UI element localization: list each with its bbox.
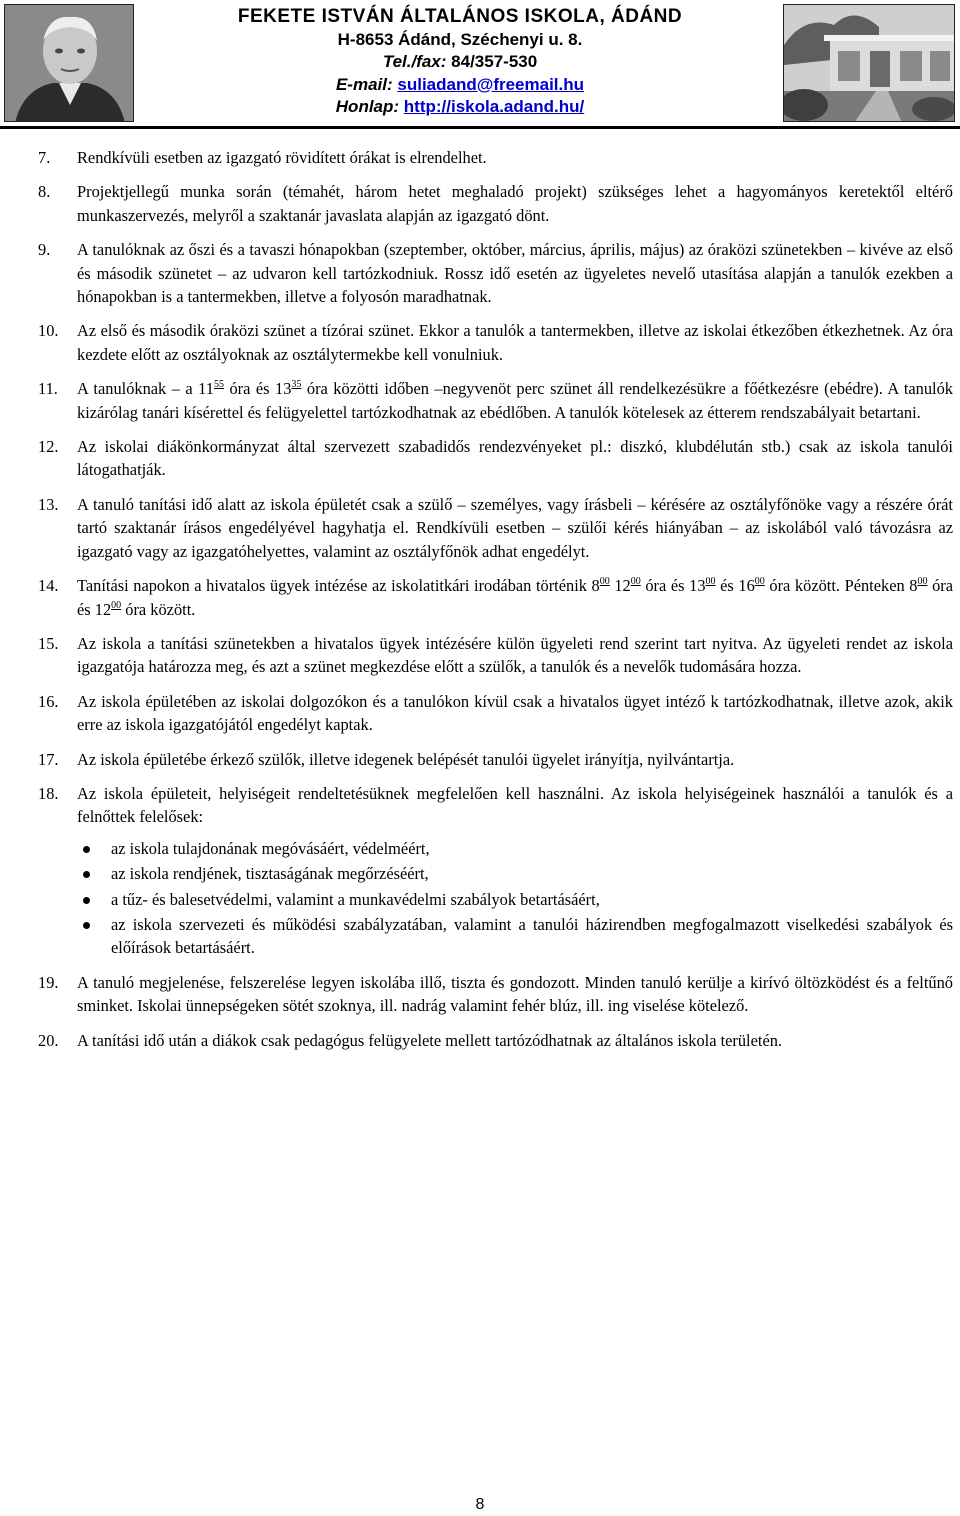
bullet-icon [83,897,90,904]
text-part: óra között. [121,599,196,619]
list-item [38,146,953,169]
list-item [38,782,953,960]
bullet-item [77,888,953,911]
item-text: A tanuló megjelenése, felszerelése legyen iskolába illő, tiszta és gondozott. Minden tanuló kerülje a kirívó öltözködést és a feltűnő sminket. Iskolai ünnepségeken sötét szoknya, ill. nadrág valamint fehér blúz, ill. ing viselése kötelező. [77,972,953,1016]
time-minutes: 00 [754,576,765,588]
responsibility-list [77,837,953,960]
item-number: 17. [38,749,59,769]
time-minutes: 00 [917,576,928,588]
text-part: és 16 [715,576,755,596]
item-number: 9. [38,240,51,260]
time-minutes: 00 [630,576,641,588]
item-text: Az iskola épületében az iskolai dolgozókon és a tanulókon kívül csak a hivatalos ügyet intéző k tartózkodhatnak, illetve azok, akik erre az iskola igazgatójától engedélyt kaptak. [77,691,953,735]
email-link[interactable]: suliadand@freemail.hu [397,74,585,94]
item-text: Az iskolai diákönkormányzat által szervezett szabadidős rendezvényeket pl.: diszkó, klubdélután stb.) csak az iskola tanulói látogathatják. [77,437,953,480]
time-minutes: 00 [705,576,716,588]
list-item [38,574,953,621]
bullet-text: az iskola tulajdonának megóvásáért, védelméért, [111,838,430,858]
list-item [38,690,953,737]
school-building-photo [783,4,955,122]
phone-label: Tel./fax: [382,52,447,71]
bullet-item [77,913,953,960]
school-website [140,96,780,119]
item-number: 14. [38,576,59,596]
bullet-icon [83,922,90,929]
document-body [38,146,953,1063]
time-minutes: 55 [213,379,224,391]
item-text [77,379,953,421]
list-item [38,748,953,771]
item-text: Projektjellegű munka során (témahét, három hetet meghaladó projekt) szükséges lehet a hagyományos keretektől eltérő munkaszervezés, melyről a szaktanár javaslata alapján az igazgató dönt. [77,182,953,225]
item-number: 20. [38,1030,59,1050]
item-number: 18. [38,783,59,803]
header-divider [0,126,960,129]
text-part: óra és 13 [223,379,292,399]
item-number: 7. [38,148,51,167]
item-text: A tanítási idő után a diákok csak pedagógus felügyelete mellett tartózódhatnak az általános iskola területén. [77,1030,783,1050]
building-image [784,5,955,122]
text-part: A tanulóknak – a 11 [77,379,214,399]
school-phone [140,51,780,74]
item-text: A tanulóknak az őszi és a tavaszi hónapokban (szeptember, október, március, április, május) az óraközi szünetekben – kivéve az első és második szünetet – az udvaron kell tartózkodniuk. Rossz idő esetén az ügyeletes nevelő utasítása alapján a tanulók ezekben a hónapokban is a tantermekben, illetve a folyosón maradhatnak. [77,240,953,307]
list-item [38,971,953,1018]
item-text [77,576,953,618]
item-number: 19. [38,972,59,992]
item-number: 15. [38,633,59,653]
text-part: óra és 12 [77,576,953,619]
portrait-image [5,5,134,122]
email-label: E-mail: [335,74,393,94]
list-item [38,1029,953,1052]
list-item [38,632,953,679]
letterhead [0,0,960,126]
page-number: 8 [475,1496,485,1513]
time-minutes: 00 [111,599,122,611]
bullet-icon [83,871,90,878]
school-address: H-8653 Ádánd, Széchenyi u. 8. [337,29,583,49]
text-part: 12 [609,576,631,596]
rules-list [38,146,953,1052]
school-name: FEKETE ISTVÁN ÁLTALÁNOS ISKOLA, ÁDÁND [237,6,683,27]
bullet-text: az iskola szervezeti és működési szabályzatában, valamint a tanulói házirendben megfogalmazott viselkedési szabályok és előírások betartásáért. [111,914,953,958]
web-label: Honlap: [335,97,400,116]
item-number: 8. [38,182,51,202]
item-text: Az iskola a tanítási szünetekben a hivatalos ügyek intézésére külön ügyeleti rend szerint tart nyitva. Az ügyeleti rendet az iskola igazgatója határozza meg, és azt a szünet megkezdése előtt a szülők, a tanulók és a nevelők tudomására hozza. [77,633,953,677]
item-number: 12. [38,437,59,457]
item-text: Rendkívüli esetben az igazgató rövidített órákat is elrendelhet. [77,148,487,167]
list-item [38,180,953,227]
item-text: Az iskola épületébe érkező szülők, illetve idegenek belépését tanulói ügyelet irányítja, nyilvántartja. [77,749,735,769]
time-minutes: 00 [599,576,610,588]
bullet-item [77,837,953,860]
bullet-text: az iskola rendjének, tisztaságának megőrzéséért, [111,864,429,884]
phone-number: 84/357-530 [451,52,538,71]
item-number: 11. [38,379,58,399]
text-part: óra közötti időben –negyvenöt perc szünet áll rendelkezésükre a főétkezésre (ebédre). A tanulók kizárólag tanári kísérettel és felügyelettel tartózkodhatnak az ebédlőben. A tanulók kötelesek az étterem rendszabályait betartani. [77,379,953,422]
portrait-photo [4,4,134,122]
school-email [140,74,780,97]
list-item [38,435,953,482]
item-number: 16. [38,691,59,711]
list-item [38,493,953,563]
list-item [38,377,953,424]
item-number: 13. [38,494,59,514]
item-text: A tanuló tanítási idő alatt az iskola épületét csak a szülő – személyes, vagy írásbeli – kérésére az osztályfőnöke vagy a részére órát tartó szaktanár írásos engedélyével hagyhatja el. Rendkívüli esetben – szülői kérés hiányában – az iskolából való távozásra az igazgató vagy az igazgatóhelyettes, valamint az osztályfőnök adhat engedélyt. [77,494,953,561]
text-part: óra és 13 [640,576,706,596]
letterhead-text [140,6,780,119]
time-minutes: 35 [291,379,302,391]
item-text: Az első és második óraközi szünet a tízórai szünet. Ekkor a tanulók a tantermekben, illetve az iskolai étkezőben étkezhetnek. Az óra kezdete előtt az osztályoknak az osztálytermekbe kell vonulniuk. [77,321,953,364]
text-part: Tanítási napokon a hivatalos ügyek intézése az iskolatitkári irodában történik 8 [77,576,600,596]
website-link[interactable]: http://iskola.adand.hu/ [403,97,585,116]
list-item [38,238,953,308]
text-part: óra között. Pénteken 8 [764,576,918,596]
bullet-text: a tűz- és balesetvédelmi, valamint a munkavédelmi szabályok betartásáért, [111,889,600,909]
item-text: Az iskola épületeit, helyiségeit rendeltetésüknek megfelelően kell használni. Az iskola helyiségeinek használói a tanulók és a felnőttek felelősek: [77,783,953,827]
bullet-icon [83,846,90,853]
item-number: 10. [38,321,59,341]
list-item [38,319,953,366]
bullet-item [77,862,953,885]
